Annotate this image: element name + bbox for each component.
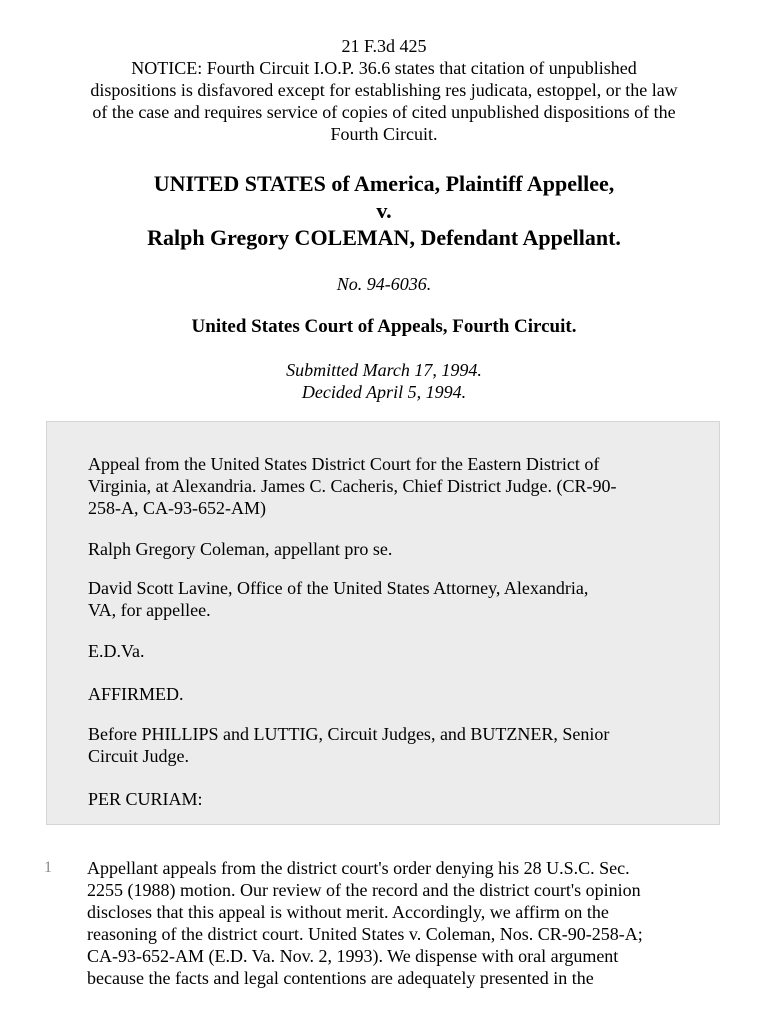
opinion-line: because the facts and legal contentions are adequately presented in the	[87, 968, 594, 988]
plaintiff-party: UNITED STATES of America, Plaintiff Appellee,	[153, 171, 615, 196]
case-summary-box	[46, 421, 720, 825]
appellant-counsel: Ralph Gregory Coleman, appellant pro se.	[88, 539, 393, 559]
paragraph-number: 1	[44, 859, 52, 876]
versus-label: v.	[376, 198, 392, 223]
case-citation: 21 F.3d 425	[341, 36, 427, 56]
district-label: E.D.Va.	[88, 641, 145, 661]
opinion-text	[87, 857, 722, 989]
appeal-paragraph	[88, 453, 688, 519]
notice-line: of the case and requires service of copies of cited unpublished dispositions of the	[92, 102, 676, 122]
opinion-line: discloses that this appeal is without merit. Accordingly, we affirm on the	[87, 902, 609, 922]
submitted-date: Submitted March 17, 1994.	[286, 360, 482, 380]
notice-line: NOTICE: Fourth Circuit I.O.P. 36.6 states that citation of unpublished	[131, 58, 637, 78]
opinion-line: reasoning of the district court. United States v. Coleman, Nos. CR-90-258-A;	[87, 924, 643, 944]
opinion-line: Appellant appeals from the district court's order denying his 28 U.S.C. Sec.	[87, 858, 630, 878]
decided-date: Decided April 5, 1994.	[301, 382, 467, 402]
appeal-line: Virginia, at Alexandria. James C. Cacheris, Chief District Judge. (CR-90-	[88, 476, 617, 496]
docket-number: No. 94-6036.	[336, 274, 432, 294]
notice-line: dispositions is disfavored except for establishing res judicata, estoppel, or the law	[90, 80, 678, 100]
appellee-counsel-line: VA, for appellee.	[88, 600, 211, 620]
appeal-line: Appeal from the United States District Court for the Eastern District of	[88, 454, 600, 474]
opinion-line: CA-93-652-AM (E.D. Va. Nov. 2, 1993). We dispense with oral argument	[87, 946, 619, 966]
appellee-counsel	[88, 577, 688, 621]
court-name: United States Court of Appeals, Fourth Circuit.	[191, 316, 577, 337]
panel-judges	[88, 723, 688, 767]
appellee-counsel-line: David Scott Lavine, Office of the United States Attorney, Alexandria,	[88, 578, 589, 598]
panel-line: Before PHILLIPS and LUTTIG, Circuit Judges, and BUTZNER, Senior	[88, 724, 610, 744]
notice-header	[40, 35, 728, 145]
defendant-party: Ralph Gregory COLEMAN, Defendant Appellant.	[147, 225, 621, 250]
notice-line: Fourth Circuit.	[330, 124, 438, 144]
disposition-label: AFFIRMED.	[88, 684, 184, 704]
panel-line: Circuit Judge.	[88, 746, 189, 766]
appeal-line: 258-A, CA-93-652-AM)	[88, 498, 266, 518]
case-title	[40, 170, 728, 251]
per-curiam-label: PER CURIAM:	[88, 789, 203, 809]
opinion-line: 2255 (1988) motion. Our review of the record and the district court's opinion	[87, 880, 641, 900]
case-dates	[40, 359, 728, 403]
